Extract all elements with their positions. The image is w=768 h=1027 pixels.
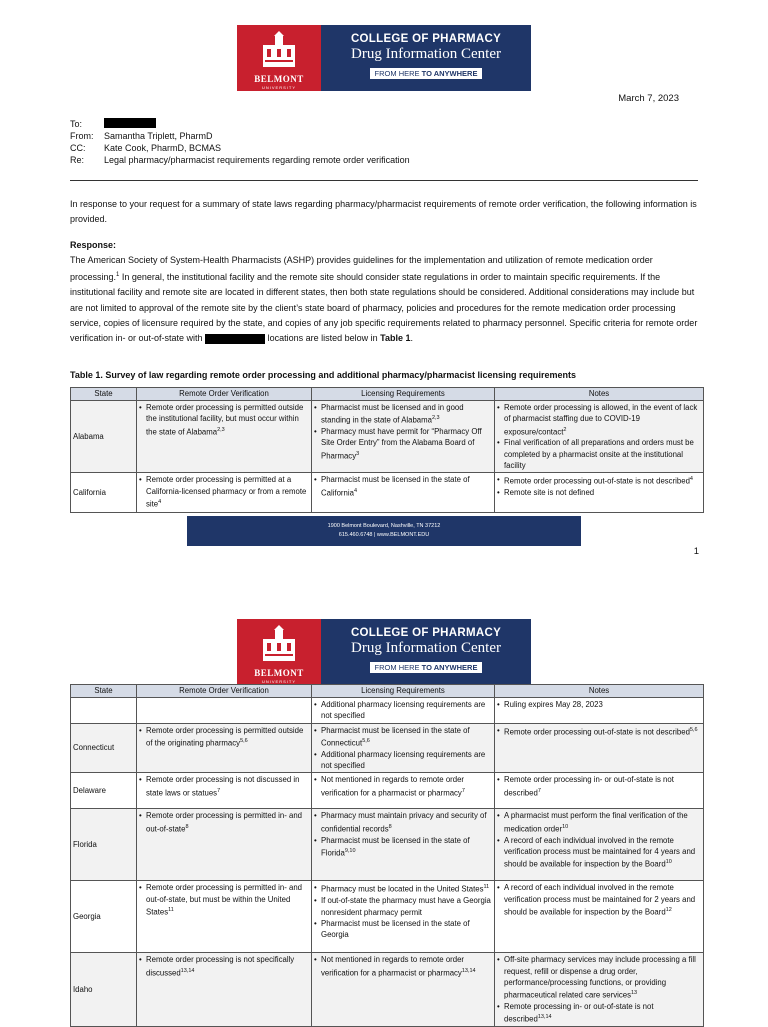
citation-ref: 5,6 [689,726,698,733]
notes-cell [495,881,704,953]
redacted-organization [205,334,265,344]
bullet-item [497,810,701,834]
page-2 [0,580,768,1024]
header-banner [237,25,531,91]
bullet-item [314,918,492,941]
lic-cell [312,723,495,773]
response-end: . [410,333,413,344]
bullet-text: Additional pharmacy licensing requirements are not specified [321,749,486,771]
memo-date: March 7, 2023 [618,93,679,104]
bullet-text: Pharmacist must be licensed in the state of Connecticut [321,725,470,748]
state-cell: Florida [71,809,137,881]
notes-bullet-list [497,954,701,1025]
tagline-to: TO ANYWHERE [421,69,478,78]
response-text-2: In general, the institutional facility and the remote site should consider state regulations in order to maintain specific requirements. If the institutional facility and remote site are located in different states, then both state regulations should be considered. Additional considerations may include but are not limited to approval of the remote site by the client’s state board of pharmacy, policies and procedures for the remote medication order processing service, copies of licensure required by the state, and copies of any job specific requirements related to pharmacy personnel. Specific criteria for remote order verification in- or out-of-state with [70,272,698,344]
table-row [71,401,704,473]
citation-ref: 11 [168,906,174,913]
survey-table-page-2 [70,684,704,1027]
bullet-text: Additional pharmacy licensing requirements are not specified [321,700,486,721]
tagline [370,68,483,79]
lic-cell [312,698,495,724]
notes-bullet-list [497,402,701,471]
notes-cell [495,698,704,724]
page-number: 1 [693,546,699,557]
citation-ref: 2,3 [431,415,440,422]
bullet-text: Pharmacy must maintain privacy and security of confidential records [321,811,487,834]
citation-ref: 13,14 [461,967,476,974]
notes-cell [495,473,704,513]
bullet-item [139,954,309,978]
rov-cell [137,809,312,881]
rov-cell [137,401,312,473]
from-value: Samantha Triplett, PharmD [104,131,213,141]
citation-ref: 13,14 [180,967,195,974]
bullet-item [314,749,492,772]
header-notes: Notes [495,685,704,698]
table-row [71,809,704,881]
table-header-row [71,685,704,698]
citation-ref: 12 [665,906,672,913]
notes-cell [495,723,704,773]
bullet-item [314,954,492,978]
lic-bullet-list [314,954,492,978]
table-row [71,773,704,809]
citation-ref: 7 [461,787,465,794]
citation-ref: 10 [562,823,569,830]
bullet-text: Final verification of all preparations and orders must be completed by a pharmacist onsite at the institutional facility [504,438,694,471]
bullet-item [497,725,701,738]
bullet-text: Remote order processing is permitted outside of the originating pharmacy [146,725,304,748]
bullet-text: Remote order processing out-of-state is not described [504,476,690,486]
lic-bullet-list [314,774,492,798]
bullet-text: Remote order processing is not discussed in state laws or statues [146,775,300,798]
header-banner [237,619,531,685]
bullet-item [314,774,492,798]
header-licensing-requirements: Licensing Requirements [312,388,495,401]
cc-label: CC: [70,143,86,153]
rov-bullet-list [139,882,309,917]
state-cell [71,698,137,724]
bullet-item [314,810,492,834]
notes-bullet-list [497,882,701,917]
header-state: State [71,388,137,401]
bullet-item [139,774,309,798]
lic-bullet-list [314,402,492,462]
bullet-item [314,882,492,895]
bullet-text: Remote order processing is permitted in- and out-of-state [146,811,303,834]
belmont-logo [237,619,321,685]
redacted-recipient [104,118,156,128]
bullet-text: Remote processing in- or out-of-state is not described [504,1002,654,1025]
bullet-text: Remote order processing is not specifically discussed [146,955,295,978]
bullet-text: Remote order processing is permitted in- and out-of-state, but must be within the United States [146,883,303,917]
bullet-item [314,835,492,859]
center-name: Drug Information Center [351,640,501,656]
citation-ref: 13,14 [537,1014,552,1021]
logo-subtext: UNIVERSITY [261,85,296,90]
from-label: From: [70,131,94,141]
rov-cell [137,698,312,724]
table-row [71,881,704,953]
bullet-item [314,474,492,498]
citation-ref: 4 [689,476,693,483]
bullet-item [497,437,701,471]
bullet-item [497,699,701,710]
rov-cell [137,773,312,809]
divider [70,180,698,181]
lic-cell [312,401,495,473]
bullet-item [497,474,701,487]
bullet-text: Pharmacist must be licensed and in good standing in the state of Alabama [321,403,464,425]
table-row [71,723,704,773]
cc-value: Kate Cook, PharmD, BCMAS [104,143,222,153]
rov-bullet-list [139,810,309,834]
bullet-text: Remote site is not defined [504,488,595,498]
header-state: State [71,685,137,698]
notes-cell [495,773,704,809]
tagline-from: FROM HERE [374,663,420,672]
notes-cell [495,809,704,881]
state-cell: Delaware [71,773,137,809]
response-heading: Response: [70,240,117,250]
survey-table-page-1 [70,387,704,513]
bullet-text: Pharmacy must have permit for “Pharmacy Off Site Order Entry” from the Alabama Board of Pharmacy [321,427,482,461]
notes-bullet-list [497,725,701,738]
citation-ref: 11 [483,884,490,891]
belmont-logo [237,25,321,91]
lic-bullet-list [314,474,492,498]
header-remote-order-verification: Remote Order Verification [137,388,312,401]
rov-bullet-list [139,402,309,437]
citation-ref: 10 [665,859,672,866]
bullet-item [314,699,492,722]
intro-paragraph: In response to your request for a summary of state laws regarding pharmacy/pharmacist requirements of remote order verification, the following information is provided. [70,199,697,225]
bullet-text: A pharmacist must perform the final verification of the medication order [504,811,688,834]
bullet-item [497,882,701,917]
citation-ref: 2,3 [217,426,225,433]
bullet-text: Remote order processing is allowed, in the event of lack of pharmacist staffing due to COVID-19 exposure/contact [504,403,698,437]
rov-bullet-list [139,774,309,798]
lic-bullet-list [314,882,492,940]
tagline-to: TO ANYWHERE [421,663,478,672]
table-row [71,473,704,513]
bullet-item [497,835,701,870]
logo-text: BELMONT [254,668,304,678]
notes-cell [495,953,704,1027]
bullet-item [497,402,701,437]
citation-ref: 7 [537,787,541,794]
bullet-text: Pharmacist must be licensed in the state of California [321,475,470,498]
bullet-item [314,725,492,749]
tower-crest-icon [257,31,301,69]
lic-cell [312,773,495,809]
table-row [71,698,704,724]
bullet-text: Pharmacist must be licensed in the state of Georgia [321,918,470,940]
bullet-item [139,474,309,509]
rov-bullet-list [139,954,309,978]
bullet-item [314,426,492,461]
college-name: COLLEGE OF PHARMACY [350,33,502,45]
bullet-text: Remote order processing is permitted at a California-licensed pharmacy or from a remote site [146,475,307,509]
bullet-item [497,1001,701,1025]
page-footer [187,516,581,546]
citation-ref: 5,6 [240,737,248,744]
rov-cell [137,953,312,1027]
lic-cell [312,953,495,1027]
citation-ref: 5,6 [362,737,370,744]
citation-ref: 8 [185,823,189,830]
lic-cell [312,881,495,953]
response-paragraph [70,253,698,346]
bullet-item [497,774,701,798]
table-caption: Table 1. Survey of law regarding remote order processing and additional pharmacy/pharmacist licensing requirements [70,370,576,380]
center-name: Drug Information Center [351,46,501,62]
citation-ref: 2 [563,426,567,433]
rov-bullet-list [139,474,309,509]
logo-subtext: UNIVERSITY [261,679,296,684]
bullet-text: Off-site pharmacy services may include processing a fill request, refill or dispense a drug order, performance/processing functions, or providing pharmaceutical related care services [504,955,696,1000]
bullet-item [139,725,309,749]
lic-bullet-list [314,810,492,858]
lic-cell [312,473,495,513]
tagline [370,662,483,673]
to-label: To: [70,119,83,129]
citation-ref: 9,10 [344,847,356,854]
lic-bullet-list [314,699,492,722]
bullet-text: Remote order processing is permitted outside the institutional facility, but must occur within the state of Alabama [146,403,304,437]
notes-bullet-list [497,699,701,710]
bullet-text: Ruling expires May 28, 2023 [504,700,603,709]
tagline-from: FROM HERE [374,69,420,78]
state-cell: Idaho [71,953,137,1027]
lic-bullet-list [314,725,492,772]
notes-bullet-list [497,474,701,498]
college-name: COLLEGE OF PHARMACY [350,627,502,639]
bullet-text: Not mentioned in regards to remote order verification for a pharmacist or pharmacy [321,955,465,978]
table-row [71,953,704,1027]
logo-text: BELMONT [254,74,304,84]
lic-cell [312,809,495,881]
footer-contact: 615.460.6748 | www.BELMONT.EDU [338,532,430,538]
state-cell: Alabama [71,401,137,473]
bullet-item [497,954,701,1001]
bullet-text: Pharmacy must be located in the United States [321,884,484,894]
response-text-3: locations are listed below in [265,333,381,344]
citation-ref: 13 [630,990,638,997]
rov-cell [137,881,312,953]
bullet-item [314,895,492,918]
response-text-1: The American Society of System-Health Pharmacists (ASHP) provides guidelines for the implementation and utilization of remote medication order processing. [70,255,653,283]
re-label: Re: [70,155,85,165]
bullet-item [139,810,309,834]
rov-bullet-list [139,725,309,749]
header-remote-order-verification: Remote Order Verification [137,685,312,698]
citation-ref: 8 [388,823,392,830]
footer-address: 1900 Belmont Boulevard, Nashville, TN 37212 [327,523,441,529]
bullet-item [314,402,492,426]
bullet-text: A record of each individual involved in the remote verification process must be maintained for 2 years and should be available for inspection by the Board [504,883,696,917]
state-cell: California [71,473,137,513]
citation-ref: 4 [353,487,357,494]
bullet-text: Remote order processing in- or out-of-state is not described [504,775,674,798]
notes-cell [495,401,704,473]
tower-crest-icon [257,625,301,663]
citation-ref: 4 [158,498,162,505]
rov-cell [137,473,312,513]
notes-bullet-list [497,810,701,870]
citation-ref: 3 [356,450,360,457]
footnote-ref: 1 [116,272,120,279]
citation-ref: 7 [217,787,221,794]
re-value: Legal pharmacy/pharmacist requirements regarding remote order verification [104,155,410,165]
state-cell: Georgia [71,881,137,953]
bullet-text: Pharmacist must be licensed in the state of Florida [321,835,470,858]
bullet-text: Not mentioned in regards to remote order verification for a pharmacist or pharmacy [321,775,465,798]
bullet-item [139,402,309,437]
bullet-item [497,487,701,498]
bullet-item [139,882,309,917]
bullet-text: Remote order processing out-of-state is not described [504,727,690,737]
table-header-row [71,388,704,401]
memo-header [70,118,410,166]
notes-bullet-list [497,774,701,798]
table-reference: Table 1 [380,333,411,344]
bullet-text: A record of each individual involved in the remote verification process must be maintained for 4 years and should be available for inspection by the Board [504,835,696,869]
rov-cell [137,723,312,773]
state-cell: Connecticut [71,723,137,773]
header-licensing-requirements: Licensing Requirements [312,685,495,698]
header-notes: Notes [495,388,704,401]
bullet-text: If out-of-state the pharmacy must have a Georgia nonresident pharmacy permit [321,896,491,917]
